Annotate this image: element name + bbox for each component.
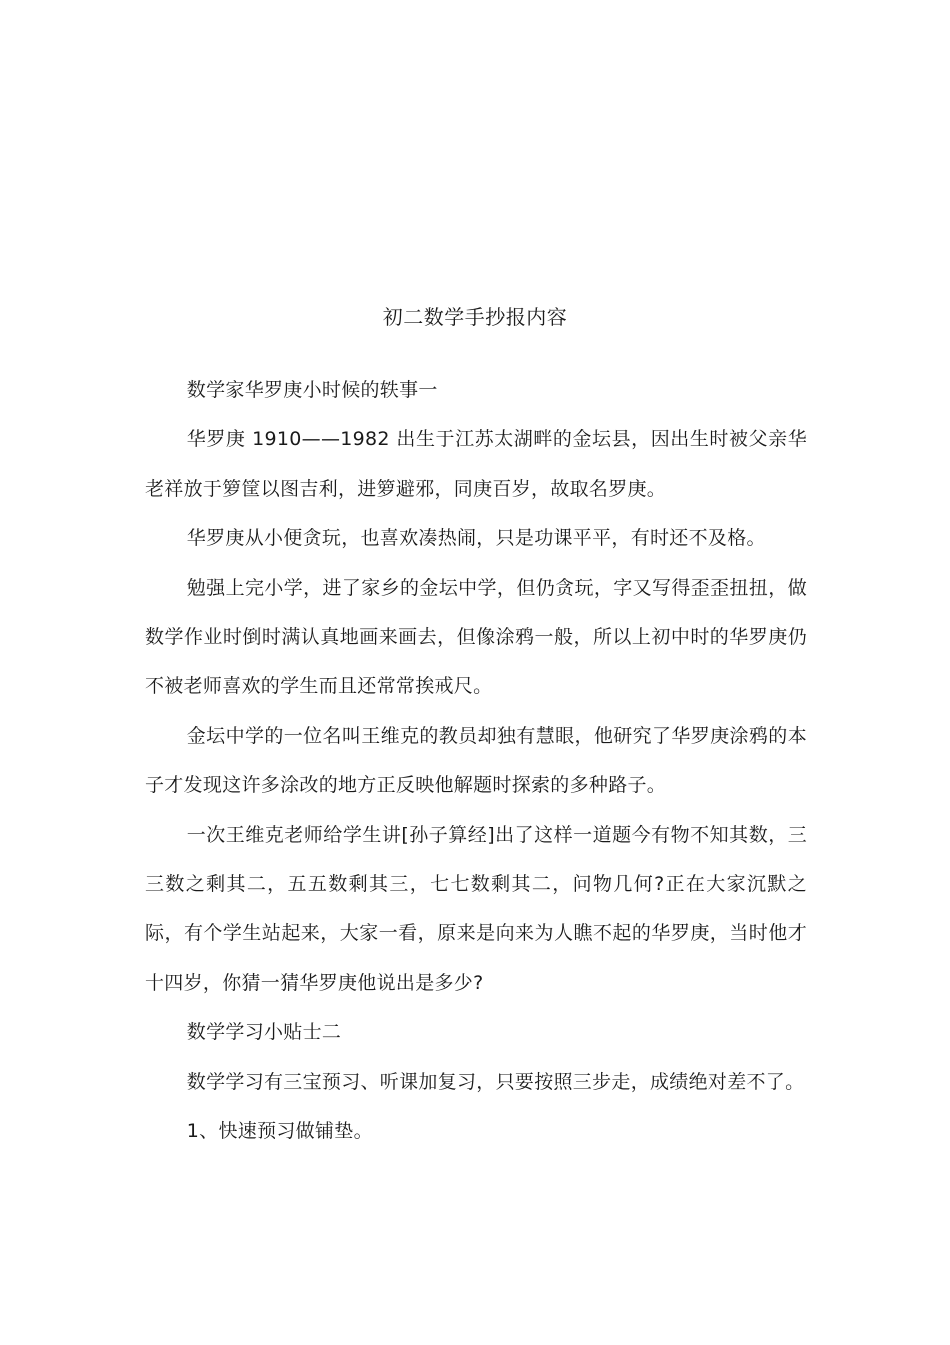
paragraph-puzzle: 一次王维克老师给学生讲[孙子算经]出了这样一道题今有物不知其数，三三数之剩其二，五五数剩其三，七七数剩其二，问物几何?正在大家沉默之际，有个学生站起来，大家一看，原来是向来为人瞧不起的华罗庚，当时他才十四岁，你猜一猜华罗庚他说出是多少? <box>145 823 807 994</box>
document-title: 初二数学手抄报内容 <box>382 305 568 329</box>
section-heading-anecdote: 数学家华罗庚小时候的轶事一 <box>186 379 438 401</box>
section-heading-tips: 数学学习小贴士二 <box>186 1021 342 1044</box>
document-body <box>145 366 807 1157</box>
paragraph-teacher: 金坛中学的一位名叫王维克的教员却独有慧眼，他研究了华罗庚涂鸦的本子才发现这许多涂改的地方正反映他解题时探索的多种路子。 <box>145 724 807 797</box>
paragraph-middle-school: 勉强上完小学，进了家乡的金坛中学，但仍贪玩，字又写得歪歪扭扭，做数学作业时倒时满认真地画来画去，但像涂鸦一般，所以上初中时的华罗庚仍不被老师喜欢的学生而且还常常挨戒尺。 <box>145 576 807 698</box>
paragraph-birth: 华罗庚 1910——1982 出生于江苏太湖畔的金坛县，因出生时被父亲华老祥放于箩筐以图吉利，进箩避邪，同庚百岁，故取名罗庚。 <box>145 428 807 500</box>
list-item-preview: 1、快速预习做铺垫。 <box>186 1120 373 1143</box>
paragraph-three-treasures: 数学学习有三宝预习、听课加复习，只要按照三步走，成绩绝对差不了。 <box>186 1070 805 1093</box>
paragraph-childhood: 华罗庚从小便贪玩，也喜欢凑热闹，只是功课平平，有时还不及格。 <box>186 527 766 550</box>
